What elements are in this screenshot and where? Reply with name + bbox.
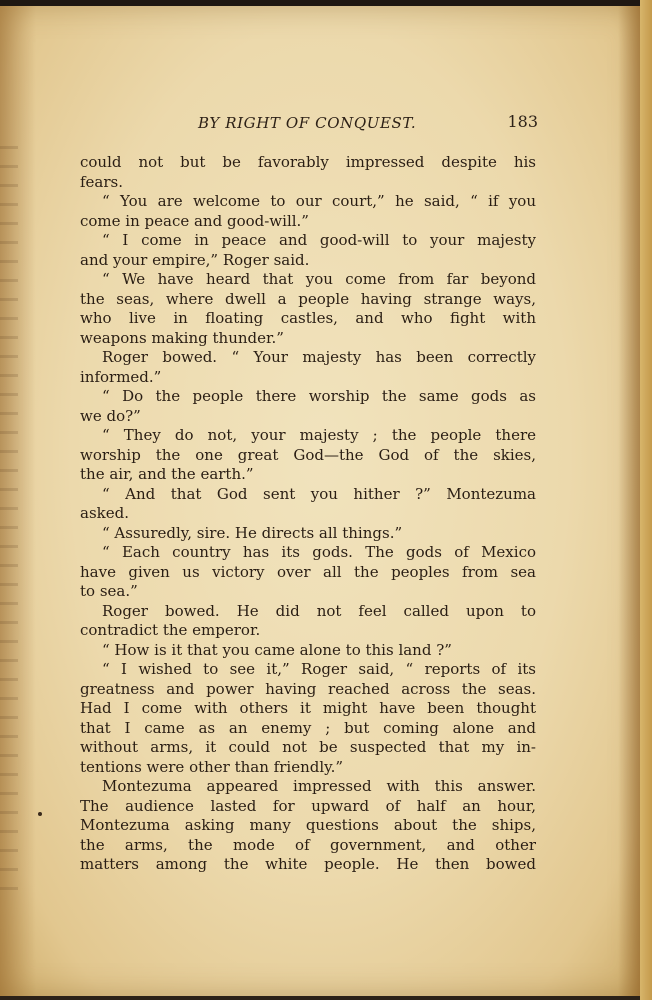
- text-line: “ They do not, your majesty ; the people there: [102, 426, 536, 444]
- page-number: 183: [507, 112, 538, 131]
- text-line: contradict the emperor.: [80, 621, 261, 639]
- text-line: come in peace and good-will.”: [80, 211, 309, 230]
- text-line: greatness and power having reached across the seas.: [80, 679, 536, 698]
- text-line: without arms, it could not be suspected that my in-: [80, 738, 536, 756]
- text-line: “ Assuredly, sire. He directs all things.”: [102, 523, 403, 542]
- text-line: the air, and the earth.”: [80, 465, 254, 483]
- page-header: [80, 110, 538, 140]
- text-line: we do?”: [80, 406, 141, 425]
- text-line: who live in floating castles, and who fight with: [80, 309, 536, 327]
- text-line: weapons making thunder.”: [80, 328, 284, 347]
- text-line: “ We have heard that you come from far beyond: [102, 270, 536, 288]
- text-line: fears.: [80, 172, 124, 191]
- text-line: asked.: [80, 504, 129, 522]
- text-line: “ You are welcome to our court,” he said, “ if you: [102, 192, 536, 210]
- text-line: matters among the white people. He then bowed: [80, 855, 536, 873]
- text-line: “ Do the people there worship the same gods as: [102, 387, 536, 405]
- text-line: Montezuma asking many questions about the ships,: [80, 816, 536, 834]
- text-line: Had I come with others it might have been thought: [80, 699, 536, 717]
- text-line: Roger bowed. He did not feel called upon to: [102, 601, 536, 620]
- facing-page-gutter: [0, 146, 18, 906]
- margin-dot: [38, 812, 42, 816]
- text-line: the arms, the mode of government, and other: [80, 835, 536, 854]
- text-line: “ I wished to see it,” Roger said, “ reports of its: [102, 660, 536, 678]
- book-page: [0, 6, 640, 996]
- text-line: The audience lasted for upward of half an hour,: [80, 796, 536, 815]
- text-line: have given us victory over all the peoples from sea: [80, 562, 536, 581]
- text-line: “ And that God sent you hither ?” Montezuma: [102, 484, 536, 503]
- text-line: that I came as an enemy ; but coming alone and: [80, 718, 536, 737]
- text-line: informed.”: [80, 367, 162, 386]
- text-line: the seas, where dwell a people having strange ways,: [80, 289, 536, 308]
- page-edge: [640, 0, 652, 1000]
- text-line: Roger bowed. “ Your majesty has been correctly: [102, 348, 536, 366]
- text-line: and your empire,” Roger said.: [80, 250, 310, 269]
- text-line: Montezuma appeared impressed with this answer.: [102, 777, 536, 795]
- running-head: BY RIGHT OF CONQUEST.: [198, 114, 417, 132]
- text-line: to sea.”: [80, 582, 138, 600]
- body-text: [80, 153, 536, 875]
- text-line: worship the one great God—the God of the skies,: [80, 445, 536, 464]
- text-line: “ I come in peace and good-will to your majesty: [102, 231, 536, 249]
- text-line: “ How is it that you came alone to this land ?”: [102, 640, 452, 659]
- text-line: could not but be favorably impressed despite his: [80, 153, 536, 171]
- text-line: tentions were other than friendly.”: [80, 757, 344, 776]
- text-line: “ Each country has its gods. The gods of Mexico: [102, 543, 536, 561]
